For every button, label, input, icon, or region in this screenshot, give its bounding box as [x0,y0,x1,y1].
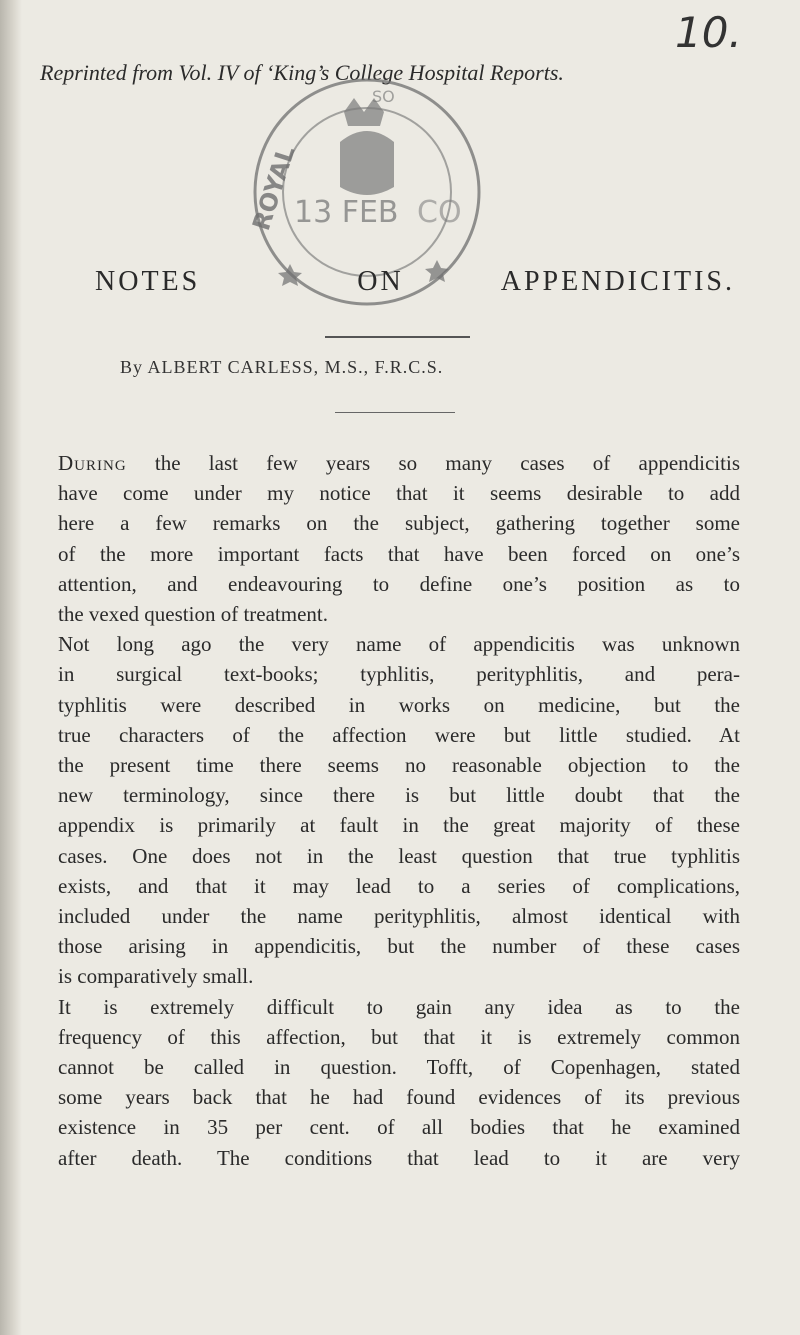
body-line: some years back that he had found evidences of its previous [58,1085,740,1110]
title-word-notes: NOTES [95,266,201,297]
body-line: frequency of this affection, but that it is extremely common [58,1024,740,1049]
handwritten-page-number: 10. [675,8,742,57]
stamp-date-text: 13 FEB [294,195,399,230]
title-rule [325,336,470,338]
body-line: those arising in appendicitis, but the number of these cases [58,934,740,959]
body-line [58,448,740,478]
body-line: Not long ago the very name of appendicitis was unknown [58,632,740,657]
body-line: have come under my notice that it seems desirable to add [58,481,740,506]
stamp-ring-text-top: SO [372,87,395,106]
byline-rule [335,412,455,413]
body-line: true characters of the affection were but little studied. At [58,722,740,747]
body-line: cannot be called in question. Tofft, of Copenhagen, stated [58,1055,740,1080]
drop-word: During [58,451,127,475]
reprint-notice: Reprinted from Vol. IV of ‘King’s College Hospital Reports. [40,60,564,85]
page-edge-shadow [0,0,22,1335]
body-line: included under the name perityphlitis, almost identical with [58,904,740,929]
author-byline: By ALBERT CARLESS, M.S., F.R.C.S. [120,357,444,377]
article-title [95,266,735,298]
body-line: exists, and that it may lead to a series of complications, [58,873,740,898]
body-line: after death. The conditions that lead to it are very [58,1145,740,1170]
body-line: It is extremely difficult to gain any idea as to the [58,994,740,1019]
body-line: here a few remarks on the subject, gathering together some [58,511,740,536]
body-line: new terminology, since there is but little doubt that the [58,783,740,808]
body-line: cases. One does not in the least question that true typhlitis [58,843,740,868]
body-line-text: the last few years so many cases of appendicitis [126,451,740,475]
title-word-appendicitis: APPENDICITIS. [500,266,735,297]
body-line: of the more important facts that have been forced on one’s [58,541,740,566]
body-line: appendix is primarily at fault in the great majority of these [58,813,740,838]
stamp-ring-text-left: ROYAL [247,142,301,234]
body-line: attention, and endeavouring to define one’s position as to [58,571,740,596]
title-word-on: ON [357,266,404,297]
body-line: is comparatively small. [58,964,254,989]
body-line: the present time there seems no reasonable objection to the [58,753,740,778]
stamp-year-text: CO [417,195,462,230]
body-line: typhlitis were described in works on medicine, but the [58,692,740,717]
article-body [58,448,740,1173]
body-line: existence in 35 per cent. of all bodies that he examined [58,1115,740,1140]
body-line: the vexed question of treatment. [58,602,328,627]
body-line: in surgical text-books; typhlitis, perityphlitis, and pera- [58,662,740,687]
